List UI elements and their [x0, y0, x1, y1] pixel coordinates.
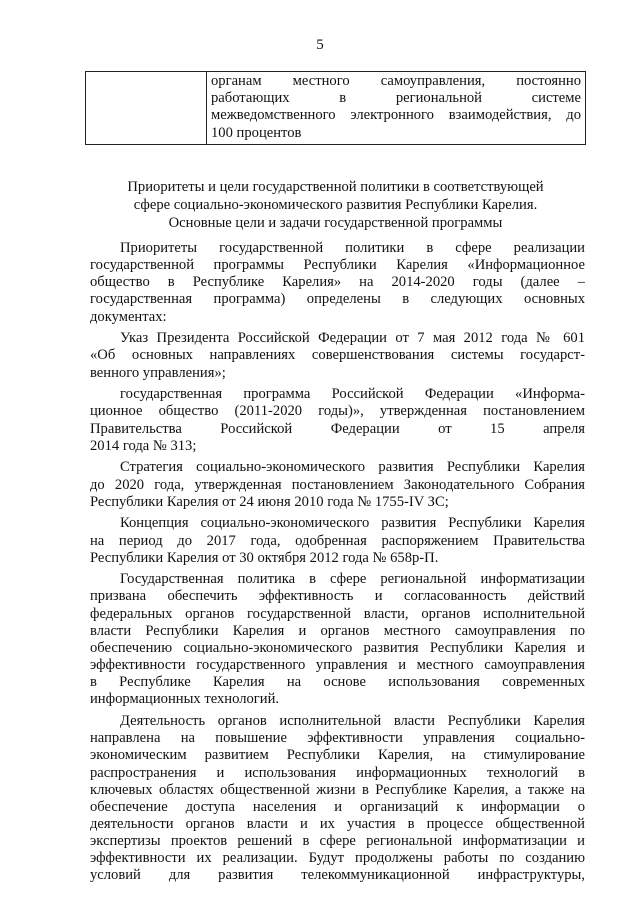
text-line: Концепция социально-экономического развития Республики Карелия	[120, 515, 585, 532]
text-line: федеральных органов государственной власти, органов исполнительной	[90, 605, 585, 622]
paragraph-strategy	[90, 459, 585, 510]
text-line: информационных технологий.	[90, 691, 280, 708]
table-cell-empty	[86, 72, 207, 145]
paragraph-concept	[90, 515, 585, 566]
text-line: призвана обеспечить эффективность и согласованность действий	[90, 588, 585, 605]
table-cell-line: 100 процентов	[211, 124, 302, 141]
table-cell-line: межведомственного электронного взаимодействия, до	[211, 107, 581, 124]
text-line: «Об основных направлениях совершенствования системы государст-	[90, 347, 585, 364]
text-line: власти Республики Карелия и органов местного самоуправления по	[90, 622, 585, 639]
text-line: направлена на повышение эффективности управления социально-	[90, 730, 585, 747]
text-line: обеспечению социально-экономического развития Республики Карелия и	[90, 639, 585, 656]
text-line: государственной программы Республики Карелия «Информационное	[90, 257, 585, 274]
table-row	[86, 72, 586, 145]
paragraph-state-program	[90, 386, 585, 455]
text-line: Стратегия социально-экономического развития Республики Карелия	[120, 459, 585, 476]
text-line: обеспечение доступа населения и организаций к информации о	[90, 798, 585, 815]
text-line: венного управления»;	[90, 364, 226, 381]
table-cell-line: органам местного самоуправления, постоянно	[211, 73, 581, 89]
section-title	[85, 178, 586, 232]
text-line: условий для развития телекоммуникационной инфраструктуры,	[90, 867, 585, 884]
text-line: до 2020 года, утвержденная постановлением Законодательного Собрания	[90, 476, 585, 493]
table-cell-line: работающих в региональной системе	[211, 90, 581, 107]
text-line: Указ Президента Российской Федерации от 7 мая 2012 года № 601	[120, 330, 585, 347]
section-title-line: Приоритеты и цели государственной политики в соответствующей	[127, 179, 544, 195]
body-text	[90, 240, 585, 889]
text-line: экспертизы проектов решений в сфере региональной информатизации и	[90, 833, 585, 850]
text-line: государственная программа) определены в следующих основных	[90, 291, 585, 308]
text-line: общество в Республике Карелия» на 2014-2020 годы (далее –	[90, 274, 585, 291]
text-line: Республики Карелия от 24 июня 2010 года № 1755-IV ЗС;	[90, 493, 449, 510]
text-line: Государственная политика в сфере региональной информатизации	[120, 571, 585, 588]
text-line: Правительства Российской Федерации от 15 апреля	[90, 420, 585, 437]
text-line: государственная программа Российской Федерации «Информа-	[120, 386, 585, 403]
page-number: 5	[316, 37, 324, 53]
paragraph-policy	[90, 571, 585, 708]
text-line: в Республике Карелия на основе использования современных	[90, 674, 585, 691]
paragraph-decree	[90, 330, 585, 381]
text-line: экономическим развитием Республики Карелия, на стимулирование	[90, 747, 585, 764]
text-line: ключевых областях общественной жизни в Республике Карелия, а также на	[90, 781, 585, 798]
text-line: ционное общество (2011-2020 годы)», утвержденная постановлением	[90, 403, 585, 420]
continuation-table	[85, 71, 586, 145]
text-line: документах:	[90, 308, 167, 325]
text-line: распространения и использования информационных технологий в	[90, 764, 585, 781]
text-line: Республики Карелия от 30 октября 2012 года № 658р-П.	[90, 549, 439, 566]
text-line: на период до 2017 года, одобренная распоряжением Правительства	[90, 532, 585, 549]
paragraph-priorities	[90, 240, 585, 326]
text-line: эффективности их реализации. Будут продолжены работы по созданию	[90, 850, 585, 867]
text-line: Деятельность органов исполнительной власти Республики Карелия	[120, 713, 585, 730]
section-title-line: сфере социально-экономического развития Республики Карелия.	[133, 197, 538, 213]
text-line: Приоритеты государственной политики в сфере реализации	[120, 240, 585, 256]
section-title-line: Основные цели и задачи государственной программы	[168, 215, 503, 231]
text-line: эффективности государственного управления и местного самоуправления	[90, 657, 585, 674]
text-line: 2014 года № 313;	[90, 437, 197, 454]
paragraph-activity	[90, 713, 585, 885]
table-cell-indicator	[207, 72, 586, 145]
text-line: деятельности органов власти и их участия в процессе общественной	[90, 816, 585, 832]
